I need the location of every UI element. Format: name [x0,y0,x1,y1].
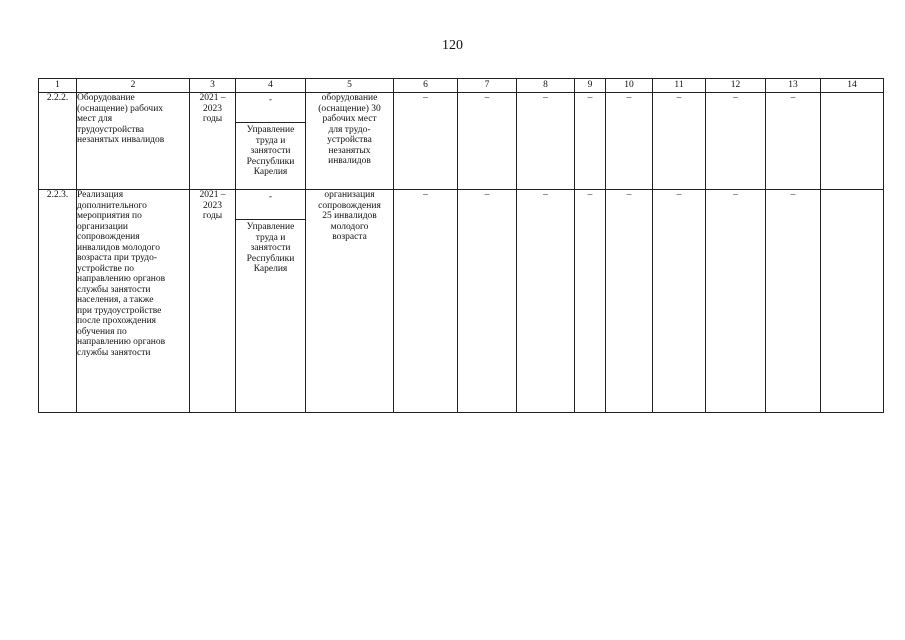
header-cell: 11 [653,79,706,93]
text-line: Карелия [253,264,288,274]
header-cell: 4 [236,79,306,93]
executor-cell [236,93,306,190]
page-number: 120 [442,38,463,53]
header-cell: 1 [39,79,77,93]
result-cell [306,93,394,190]
text-line: оборудование [321,93,378,103]
dash-cell: – [575,190,606,413]
text-line: незанятых инвалидов [77,135,165,145]
text-line: сопровождения [77,232,140,242]
text-line: незанятых [328,145,371,156]
text-line: (оснащение) рабочих [77,103,164,114]
table-row [39,190,884,413]
years-cell [190,190,236,413]
header-cell: 9 [575,79,606,93]
header-cell: 8 [517,79,575,93]
text-line: при трудоустройстве [77,305,162,316]
text-line: (оснащение) 30 [318,103,381,114]
dash-cell: – [766,93,821,190]
dash-cell: – [706,93,766,190]
executor-name [236,123,305,180]
header-cell: 10 [606,79,653,93]
text-line: после прохождения [77,316,157,326]
text-line: инвалидов молодого [77,242,160,253]
dash-cell: – [458,190,517,413]
text-line: рабочих мест [322,114,377,124]
table-header-row [39,79,884,93]
text-line: возраста при трудо- [77,253,158,263]
dash-cell: – [458,93,517,190]
header-cell: 3 [190,79,236,93]
dash-cell: – [766,190,821,413]
dash-cell: – [653,93,706,190]
header-cell: 13 [766,79,821,93]
text-line: мероприятия по [77,211,142,221]
program-table [38,78,884,413]
dash-cell: – [394,190,458,413]
text-line: занятости [250,243,291,253]
text-line: Реализация [77,190,124,200]
text-line: труда и [255,135,286,146]
header-cell: 5 [306,79,394,93]
text-line: Республики [246,253,295,264]
empty-cell [821,190,884,413]
row-number: 2.2.2. [39,93,77,190]
header-cell: 12 [706,79,766,93]
text-line: организация [324,190,375,200]
executor-top: - [236,93,305,123]
text-line: годы [202,211,223,221]
header-cell: 2 [77,79,190,93]
table-row [39,93,884,190]
executor-top: - [236,190,305,220]
text-line: Оборудование [77,93,135,103]
text-line: устройства [327,135,372,145]
text-line: направлению органов [77,274,166,284]
text-line: занятости [250,146,291,156]
dash-cell: – [653,190,706,413]
measure-name [77,93,190,190]
dash-cell: – [517,190,575,413]
dash-cell: – [575,93,606,190]
text-line: инвалидов [328,156,371,166]
header-cell: 14 [821,79,884,93]
text-line: 25 инвалидов [322,211,377,221]
text-line: Управление [246,125,295,135]
empty-cell [821,93,884,190]
text-line: организации [77,221,129,232]
text-line: трудоустройства [77,124,145,135]
text-line: службы занятости [77,347,151,358]
text-line: труда и [255,232,286,243]
text-line: направлению органов [77,337,166,347]
text-line: дополнительного [77,200,147,211]
executor-name [236,220,305,277]
measure-name [77,190,190,413]
dash-cell: – [517,93,575,190]
text-line: годы [202,114,223,124]
text-line: 2021 – [199,93,226,103]
row-number: 2.2.3. [39,190,77,413]
years-cell [190,93,236,190]
executor-cell [236,190,306,413]
text-line: 2023 [203,103,222,114]
text-line: сопровождения [318,200,381,211]
dash-cell: – [394,93,458,190]
text-line: мест для [77,114,113,124]
dash-cell: – [606,190,653,413]
dash-cell: – [706,190,766,413]
result-cell [306,190,394,413]
text-line: устройстве по [77,263,135,274]
text-line: населения, а также [77,295,154,305]
header-cell: 7 [458,79,517,93]
text-line: Управление [246,222,295,232]
text-line: обучения по [77,326,127,337]
text-line: службы занятости [77,284,151,295]
text-line: Республики [246,156,295,167]
text-line: молодого [330,221,369,232]
text-line: 2023 [203,200,222,211]
dash-cell: – [606,93,653,190]
text-line: Карелия [253,167,288,177]
text-line: 2021 – [199,190,226,200]
text-line: возраста [332,232,367,242]
text-line: для трудо- [328,124,371,135]
header-cell: 6 [394,79,458,93]
